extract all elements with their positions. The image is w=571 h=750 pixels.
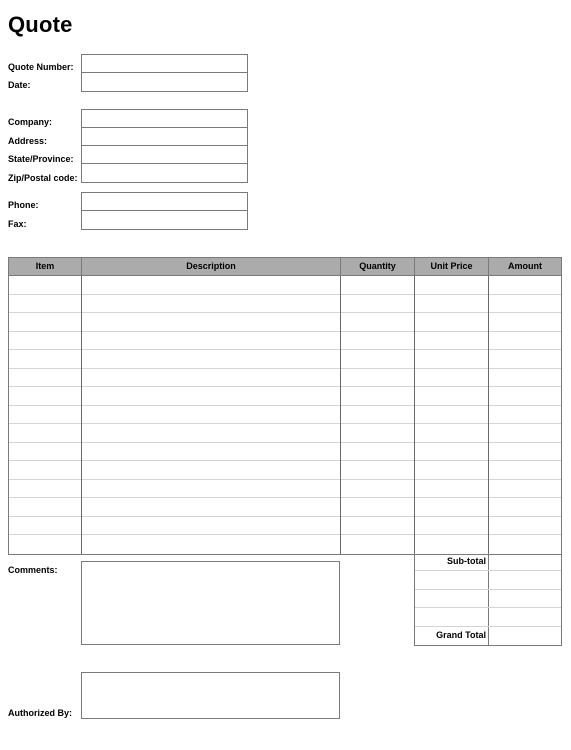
cell-description[interactable]: [82, 517, 341, 535]
table-row: [9, 443, 561, 462]
subtotal-label: Sub-total: [415, 553, 489, 570]
table-row: [9, 406, 561, 425]
totals-extra-value[interactable]: [489, 571, 561, 588]
table-row: [9, 295, 561, 314]
cell-amount[interactable]: [489, 443, 561, 461]
phone-field[interactable]: [82, 195, 247, 212]
cell-description[interactable]: [82, 387, 341, 405]
quote-info-box: [81, 54, 248, 92]
table-row: [9, 387, 561, 406]
cell-unit-price[interactable]: [415, 387, 489, 405]
table-row: [9, 535, 561, 554]
cell-amount[interactable]: [489, 332, 561, 350]
cell-description[interactable]: [82, 295, 341, 313]
cell-unit-price[interactable]: [415, 461, 489, 479]
state-province-field[interactable]: [82, 148, 247, 165]
totals-extra-value[interactable]: [489, 590, 561, 607]
date-label: Date:: [8, 80, 31, 90]
cell-description[interactable]: [82, 313, 341, 331]
table-row: [9, 461, 561, 480]
cell-quantity[interactable]: [341, 276, 415, 294]
cell-item[interactable]: [9, 313, 82, 331]
cell-quantity[interactable]: [341, 461, 415, 479]
cell-unit-price[interactable]: [415, 535, 489, 554]
column-header-unit-price: Unit Price: [415, 258, 489, 275]
cell-quantity[interactable]: [341, 443, 415, 461]
table-row: [9, 517, 561, 536]
cell-quantity[interactable]: [341, 498, 415, 516]
cell-amount[interactable]: [489, 480, 561, 498]
cell-item[interactable]: [9, 387, 82, 405]
authorized-by-label: Authorized By:: [8, 708, 72, 718]
cell-unit-price[interactable]: [415, 313, 489, 331]
cell-amount[interactable]: [489, 461, 561, 479]
cell-description[interactable]: [82, 480, 341, 498]
cell-item[interactable]: [9, 369, 82, 387]
cell-unit-price[interactable]: [415, 443, 489, 461]
totals-spacer-label: [415, 571, 489, 588]
table-row: [9, 350, 561, 369]
address-field[interactable]: [82, 130, 247, 147]
items-table-header: [9, 258, 561, 276]
company-field[interactable]: [82, 112, 247, 129]
column-header-quantity: Quantity: [341, 258, 415, 275]
fax-field[interactable]: [82, 212, 247, 230]
cell-quantity[interactable]: [341, 369, 415, 387]
comments-label: Comments:: [8, 565, 58, 575]
comments-box[interactable]: [81, 561, 340, 645]
cell-quantity[interactable]: [341, 332, 415, 350]
subtotal-value[interactable]: [489, 553, 561, 570]
cell-description[interactable]: [82, 332, 341, 350]
cell-amount[interactable]: [489, 387, 561, 405]
column-divider: [414, 276, 415, 554]
cell-unit-price[interactable]: [415, 480, 489, 498]
cell-quantity[interactable]: [341, 406, 415, 424]
cell-quantity[interactable]: [341, 313, 415, 331]
contact-info-box: [81, 192, 248, 230]
table-row: [9, 369, 561, 388]
cell-item[interactable]: [9, 350, 82, 368]
cell-item[interactable]: [9, 276, 82, 294]
date-field[interactable]: [82, 74, 247, 92]
totals-spacer-label: [415, 608, 489, 625]
cell-amount[interactable]: [489, 517, 561, 535]
cell-amount[interactable]: [489, 350, 561, 368]
cell-unit-price[interactable]: [415, 406, 489, 424]
cell-description[interactable]: [82, 461, 341, 479]
cell-amount[interactable]: [489, 276, 561, 294]
cell-unit-price[interactable]: [415, 295, 489, 313]
fax-label: Fax:: [8, 219, 27, 229]
table-row: [9, 313, 561, 332]
table-row: [9, 480, 561, 499]
cell-amount[interactable]: [489, 295, 561, 313]
totals-extra-value[interactable]: [489, 608, 561, 625]
table-row: [9, 332, 561, 351]
cell-quantity[interactable]: [341, 480, 415, 498]
table-row: [9, 276, 561, 295]
cell-amount[interactable]: [489, 313, 561, 331]
column-divider: [340, 276, 341, 554]
cell-unit-price[interactable]: [415, 369, 489, 387]
cell-description[interactable]: [82, 498, 341, 516]
cell-item[interactable]: [9, 461, 82, 479]
cell-description[interactable]: [82, 443, 341, 461]
phone-label: Phone:: [8, 200, 39, 210]
grand-total-value[interactable]: [489, 627, 561, 645]
grand-total-label: Grand Total: [415, 627, 489, 645]
address-label: Address:: [8, 136, 48, 146]
cell-amount[interactable]: [489, 369, 561, 387]
cell-amount[interactable]: [489, 406, 561, 424]
quote-number-field[interactable]: [82, 57, 247, 74]
cell-item[interactable]: [9, 443, 82, 461]
column-divider: [488, 276, 489, 554]
column-header-description: Description: [82, 258, 341, 275]
cell-description[interactable]: [82, 535, 341, 554]
cell-description[interactable]: [82, 424, 341, 442]
column-header-amount: Amount: [508, 261, 542, 271]
cell-item[interactable]: [9, 406, 82, 424]
cell-quantity[interactable]: [341, 387, 415, 405]
column-divider: [81, 276, 82, 554]
cell-quantity[interactable]: [341, 517, 415, 535]
cell-amount[interactable]: [489, 535, 561, 554]
items-table-body: [9, 276, 561, 554]
totals-box: [414, 553, 562, 646]
cell-unit-price[interactable]: [415, 517, 489, 535]
cell-item[interactable]: [9, 295, 82, 313]
zip-postal-code-field[interactable]: [82, 165, 247, 183]
cell-quantity[interactable]: [341, 295, 415, 313]
cell-item[interactable]: [9, 535, 82, 554]
cell-unit-price[interactable]: [415, 498, 489, 516]
company-label: Company:: [8, 117, 53, 127]
quote-number-label: Quote Number:: [8, 62, 74, 72]
cell-unit-price[interactable]: [415, 276, 489, 294]
cell-quantity[interactable]: [341, 424, 415, 442]
items-table: [8, 257, 562, 555]
cell-description[interactable]: [82, 276, 341, 294]
cell-item[interactable]: [9, 517, 82, 535]
cell-description[interactable]: [82, 369, 341, 387]
cell-quantity[interactable]: [341, 350, 415, 368]
page-title: Quote: [8, 12, 73, 37]
cell-amount[interactable]: [489, 424, 561, 442]
company-info-box: [81, 109, 248, 183]
table-row: [9, 424, 561, 443]
state-province-label: State/Province:: [8, 154, 74, 164]
authorized-by-box[interactable]: [81, 672, 340, 719]
cell-amount[interactable]: [489, 498, 561, 516]
cell-unit-price[interactable]: [415, 424, 489, 442]
cell-item[interactable]: [9, 480, 82, 498]
cell-unit-price[interactable]: [415, 332, 489, 350]
table-row: [9, 498, 561, 517]
cell-description[interactable]: [82, 350, 341, 368]
cell-item[interactable]: [9, 332, 82, 350]
zip-postal-code-label: Zip/Postal code:: [8, 173, 78, 183]
cell-quantity[interactable]: [341, 535, 415, 554]
column-header-item: Item: [9, 258, 82, 275]
totals-spacer-label: [415, 590, 489, 607]
cell-unit-price[interactable]: [415, 350, 489, 368]
cell-description[interactable]: [82, 406, 341, 424]
cell-item[interactable]: [9, 498, 82, 516]
cell-item[interactable]: [9, 424, 82, 442]
